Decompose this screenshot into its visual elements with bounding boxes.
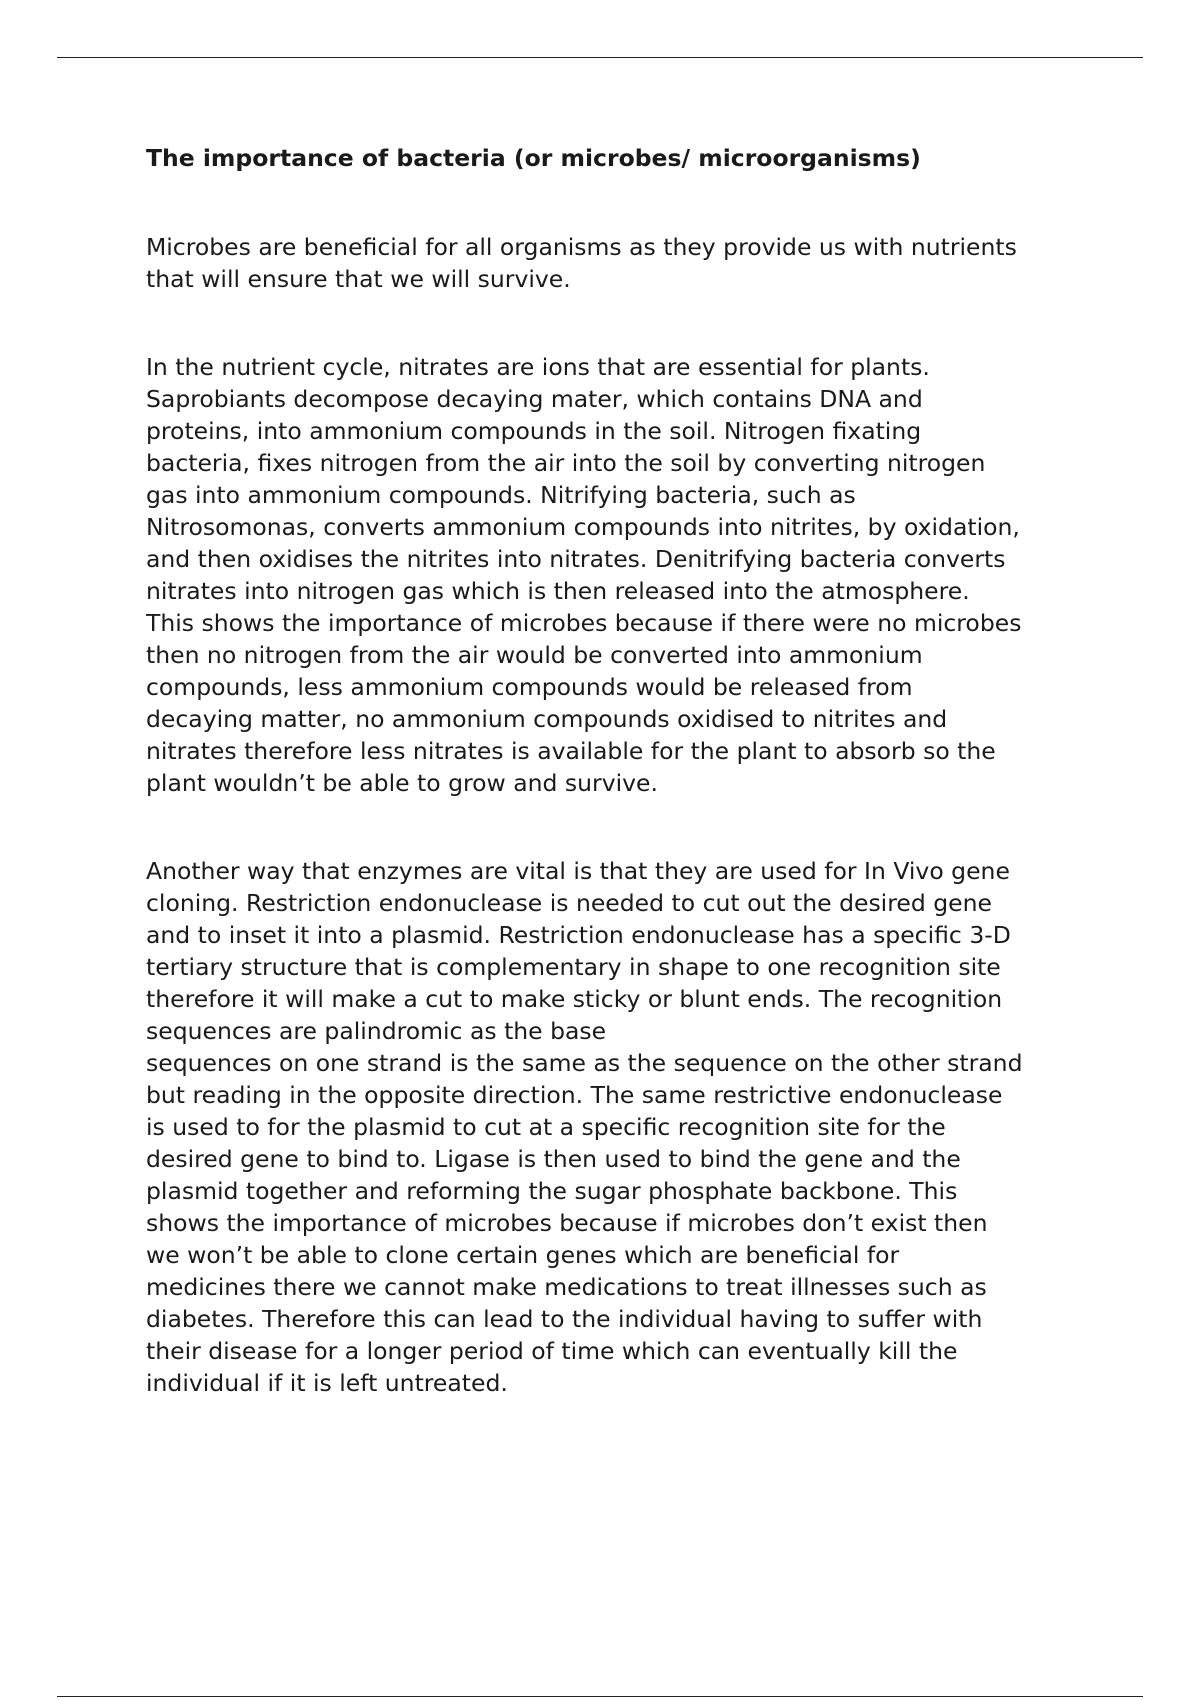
text-line: individual if it is left untreated. — [146, 1369, 508, 1397]
text-line: Nitrosomonas, converts ammonium compounds into nitrites, by oxidation, — [146, 513, 1020, 541]
text-line: proteins, into ammonium compounds in the soil. Nitrogen fixating — [146, 417, 922, 445]
text-line: their disease for a longer period of time which can eventually kill the — [146, 1337, 958, 1365]
top-rule — [57, 57, 1143, 58]
text-line: but reading in the opposite direction. The same restrictive endonuclease — [146, 1081, 1003, 1109]
document-body — [146, 142, 1106, 1399]
text-line: diabetes. Therefore this can lead to the individual having to suffer with — [146, 1305, 983, 1333]
text-line: medicines there we cannot make medications to treat illnesses such as — [146, 1273, 987, 1301]
text-line: tertiary structure that is complementary in shape to one recognition site — [146, 953, 1001, 981]
text-line: sequences on one strand is the same as the sequence on the other strand — [146, 1049, 1023, 1077]
text-line: we won’t be able to clone certain genes which are beneficial for — [146, 1241, 900, 1269]
paragraph-nutrient-cycle — [146, 351, 1106, 799]
text-line: therefore it will make a cut to make sticky or blunt ends. The recognition — [146, 985, 1003, 1013]
text-line: decaying matter, no ammonium compounds oxidised to nitrites and — [146, 705, 948, 733]
text-line: This shows the importance of microbes because if there were no microbes — [146, 609, 1022, 637]
bottom-rule — [57, 1696, 1143, 1697]
text-line: plant wouldn’t be able to grow and survive. — [146, 769, 658, 797]
document-title: The importance of bacteria (or microbes/ microorganisms) — [146, 144, 921, 172]
text-line: plasmid together and reforming the sugar phosphate backbone. This — [146, 1177, 958, 1205]
text-line: and then oxidises the nitrites into nitrates. Denitrifying bacteria converts — [146, 545, 1006, 573]
text-line: Saprobiants decompose decaying mater, which contains DNA and — [146, 385, 923, 413]
text-line: shows the importance of microbes because if microbes don’t exist then — [146, 1209, 988, 1237]
text-line: is used to for the plasmid to cut at a specific recognition site for the — [146, 1113, 946, 1141]
paragraph-gene-cloning — [146, 855, 1106, 1399]
text-line: compounds, less ammonium compounds would be released from — [146, 673, 913, 701]
text-line: nitrates therefore less nitrates is available for the plant to absorb so the — [146, 737, 996, 765]
text-line: In the nutrient cycle, nitrates are ions that are essential for plants. — [146, 353, 930, 381]
text-line: nitrates into nitrogen gas which is then released into the atmosphere. — [146, 577, 970, 605]
text-line: desired gene to bind to. Ligase is then used to bind the gene and the — [146, 1145, 961, 1173]
text-line: Another way that enzymes are vital is that they are used for In Vivo gene — [146, 857, 1010, 885]
text-line: Microbes are beneficial for all organisms as they provide us with nutrients — [146, 233, 1017, 261]
text-line: bacteria, fixes nitrogen from the air into the soil by converting nitrogen — [146, 449, 986, 477]
text-line: then no nitrogen from the air would be converted into ammonium — [146, 641, 923, 669]
text-line: cloning. Restriction endonuclease is needed to cut out the desired gene — [146, 889, 992, 917]
text-line: gas into ammonium compounds. Nitrifying bacteria, such as — [146, 481, 856, 509]
paragraph-intro — [146, 231, 1106, 295]
text-line: and to inset it into a plasmid. Restriction endonuclease has a specific 3-D — [146, 921, 1011, 949]
text-line: that will ensure that we will survive. — [146, 265, 571, 293]
text-line: sequences are palindromic as the base — [146, 1017, 607, 1045]
